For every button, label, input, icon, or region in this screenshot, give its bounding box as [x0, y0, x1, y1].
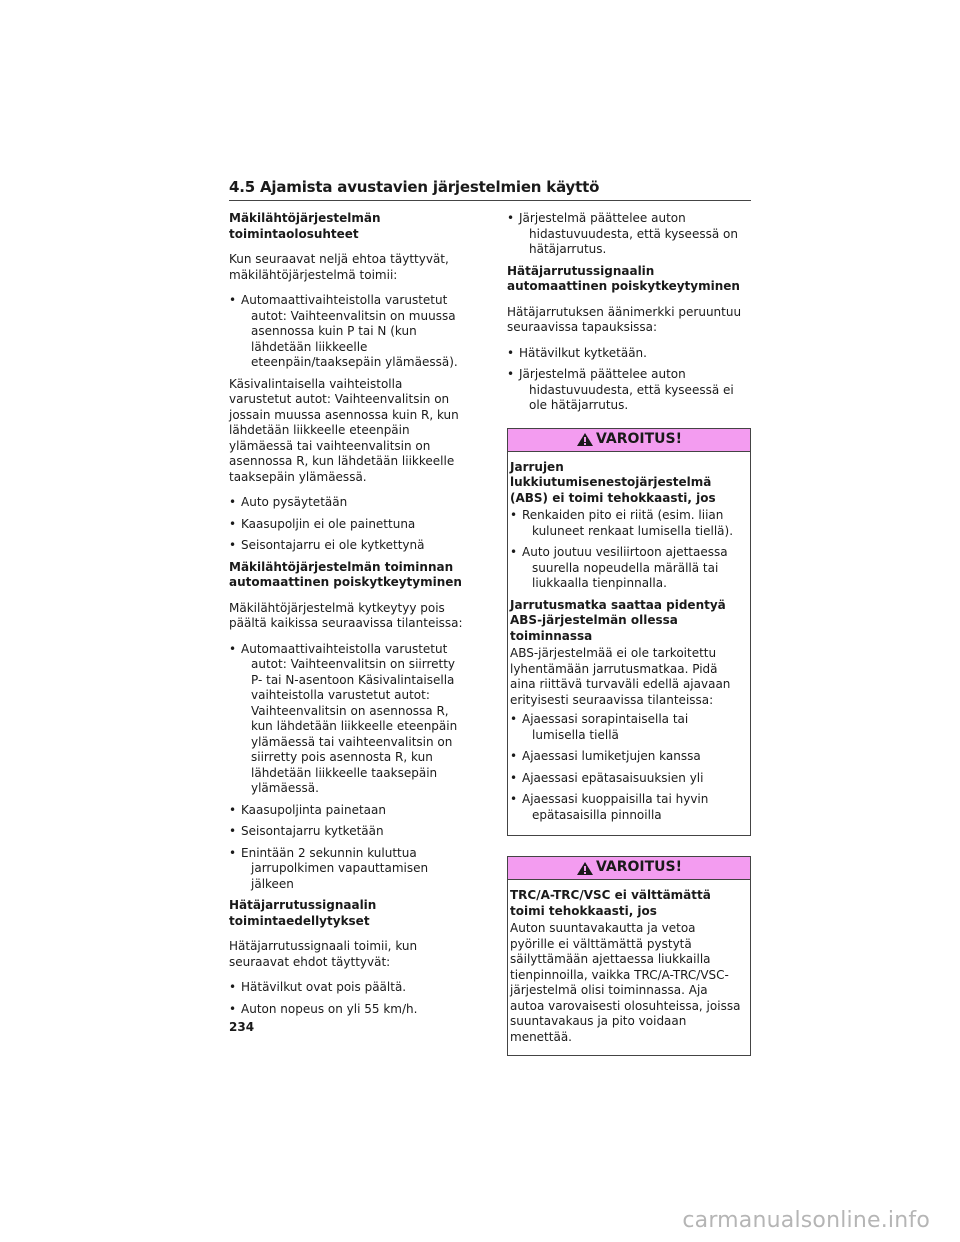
warning-triangle-icon — [576, 432, 594, 447]
warning-heading: Jarrutusmatka saattaa pidentyä ABS-järjestelmän ollessa toiminnassa — [510, 597, 726, 643]
warning-header — [508, 857, 750, 880]
right-column — [507, 211, 751, 1076]
watermark: carmanualsonline.info — [682, 1208, 930, 1233]
list-item: • Hätävilkut ovat pois päältä. — [229, 980, 465, 996]
warning-box-abs — [507, 428, 751, 837]
warning-paragraph: Auton suuntavakautta ja vetoa pyörille ei välttämättä pystytä säilyttämään ajettaessa liukkailla tienpinnoilla, vaikka TRC/A-TRC/VSC-järjestelmä olisi toiminnassa. Aja autoa varovaisesti olosuhteissa, joissa suuntavakaus ja pito voidaan menettää. — [510, 921, 741, 1044]
warning-triangle-icon — [576, 861, 594, 876]
paragraph: Mäkilähtöjärjestelmä kytkeytyy pois päältä kaikissa seuraavissa tilanteissa: — [229, 600, 463, 630]
bullet-list — [229, 980, 465, 1017]
list-item: • Kaasupoljinta painetaan — [229, 803, 465, 819]
list-item: • Seisontajarru ei ole kytkettynä — [229, 538, 465, 554]
heading-emergency-signal-conditions: Hätäjarrutussignaalin toimintaedellytykset — [229, 898, 377, 928]
heading-hill-start-conditions: Mäkilähtöjärjestelmän toimintaolosuhteet — [229, 211, 381, 241]
list-item: • Auto joutuu vesiliirtoon ajettaessa suurella nopeudella märällä tai liukkaalla tienpinnalla. — [510, 545, 743, 592]
list-item: • Seisontajarru kytketään — [229, 824, 465, 840]
left-column — [229, 211, 465, 1023]
list-item: • Renkaiden pito ei riitä (esim. liian kuluneet renkaat lumisella tiellä). — [510, 508, 743, 539]
list-item: • Ajaessasi epätasaisuuksien yli — [510, 771, 743, 787]
warning-title: VAROITUS! — [596, 430, 682, 447]
section-title: 4.5 Ajamista avustavien järjestelmien käyttö — [229, 178, 600, 196]
paragraph: Hätäjarrutussignaali toimii, kun seuraavat ehdot täyttyvät: — [229, 939, 418, 969]
bullet-list — [229, 495, 465, 554]
list-item: • Järjestelmä päättelee auton hidastuvuudesta, että kyseessä ei ole hätäjarrutus. — [507, 367, 751, 414]
bullet-list — [510, 508, 743, 592]
bullet-list — [229, 642, 465, 893]
bullet-list — [507, 346, 751, 414]
list-item: • Enintään 2 sekunnin kuluttua jarrupolkimen vapauttamisen jälkeen — [229, 846, 465, 893]
list-item: • Automaattivaihteistolla varustetut autot: Vaihteenvalitsin on muussa asennossa kuin P tai N (kun lähdetään liikkeelle eteenpäin/taaksepäin ylämäessä). — [229, 293, 465, 371]
list-item: • Kaasupoljin ei ole painettuna — [229, 517, 465, 533]
header-divider — [229, 200, 751, 201]
list-item: • Järjestelmä päättelee auton hidastuvuudesta, että kyseessä on hätäjarrutus. — [507, 211, 751, 258]
warning-heading: Jarrujen lukkiutumisenestojärjestelmä (ABS) ei toimi tehokkaasti, jos — [510, 459, 716, 505]
list-item: • Automaattivaihteistolla varustetut autot: Vaihteenvalitsin on siirretty P- tai N-asentoon Käsivalintaisella vaihteistolla varustetut autot: Vaihteenvalitsin on asennossa R, kun lähdetään liikkeelle eteenpäin ylämäessä tai vaihteenvalitsin on siirretty pois asennosta R, kun lähdetään liikkeelle taaksepäin ylämäessä. — [229, 642, 465, 797]
bullet-list — [510, 712, 743, 823]
warning-heading: TRC/A-TRC/VSC ei välttämättä toimi tehokkaasti, jos — [510, 888, 711, 918]
heading-hill-start-auto-off: Mäkilähtöjärjestelmän toiminnan automaattinen poiskytkeytyminen — [229, 559, 462, 589]
warning-paragraph: ABS-järjestelmää ei ole tarkoitettu lyhentämään jarrutusmatkaa. Pidä aina riittävä turvaväli edellä ajavaan erityisesti seuraavissa tilanteissa: — [510, 646, 731, 707]
paragraph: Hätäjarrutuksen äänimerkki peruuntuu seuraavissa tapauksissa: — [507, 304, 742, 334]
list-item: • Auton nopeus on yli 55 km/h. — [229, 1002, 465, 1018]
list-item: • Ajaessasi lumiketjujen kanssa — [510, 749, 743, 765]
bullet-list — [229, 293, 465, 371]
list-item: • Ajaessasi sorapintaisella tai lumisella tiellä — [510, 712, 743, 743]
list-item: • Hätävilkut kytketään. — [507, 346, 751, 362]
page-number: 234 — [229, 1020, 255, 1034]
heading-emergency-signal-auto-off: Hätäjarrutussignaalin automaattinen poiskytkeytyminen — [507, 263, 740, 293]
paragraph: Kun seuraavat neljä ehtoa täyttyvät, mäkilähtöjärjestelmä toimii: — [229, 252, 449, 282]
bullet-list — [507, 211, 751, 258]
warning-box-trc — [507, 856, 751, 1056]
warning-title: VAROITUS! — [596, 859, 682, 876]
warning-header — [508, 429, 750, 452]
list-item: • Ajaessasi kuoppaisilla tai hyvin epätasaisilla pinnoilla — [510, 792, 743, 823]
list-item: • Auto pysäytetään — [229, 495, 465, 511]
paragraph: Käsivalintaisella vaihteistolla varustetut autot: Vaihteenvalitsin on jossain muussa asennossa kuin R, kun lähdetään liikkeelle eteenpäin ylämäessä tai vaihteenvalitsin on asennossa R, kun lähdetään liikkeelle taaksepäin ylämäessä. — [229, 376, 459, 484]
